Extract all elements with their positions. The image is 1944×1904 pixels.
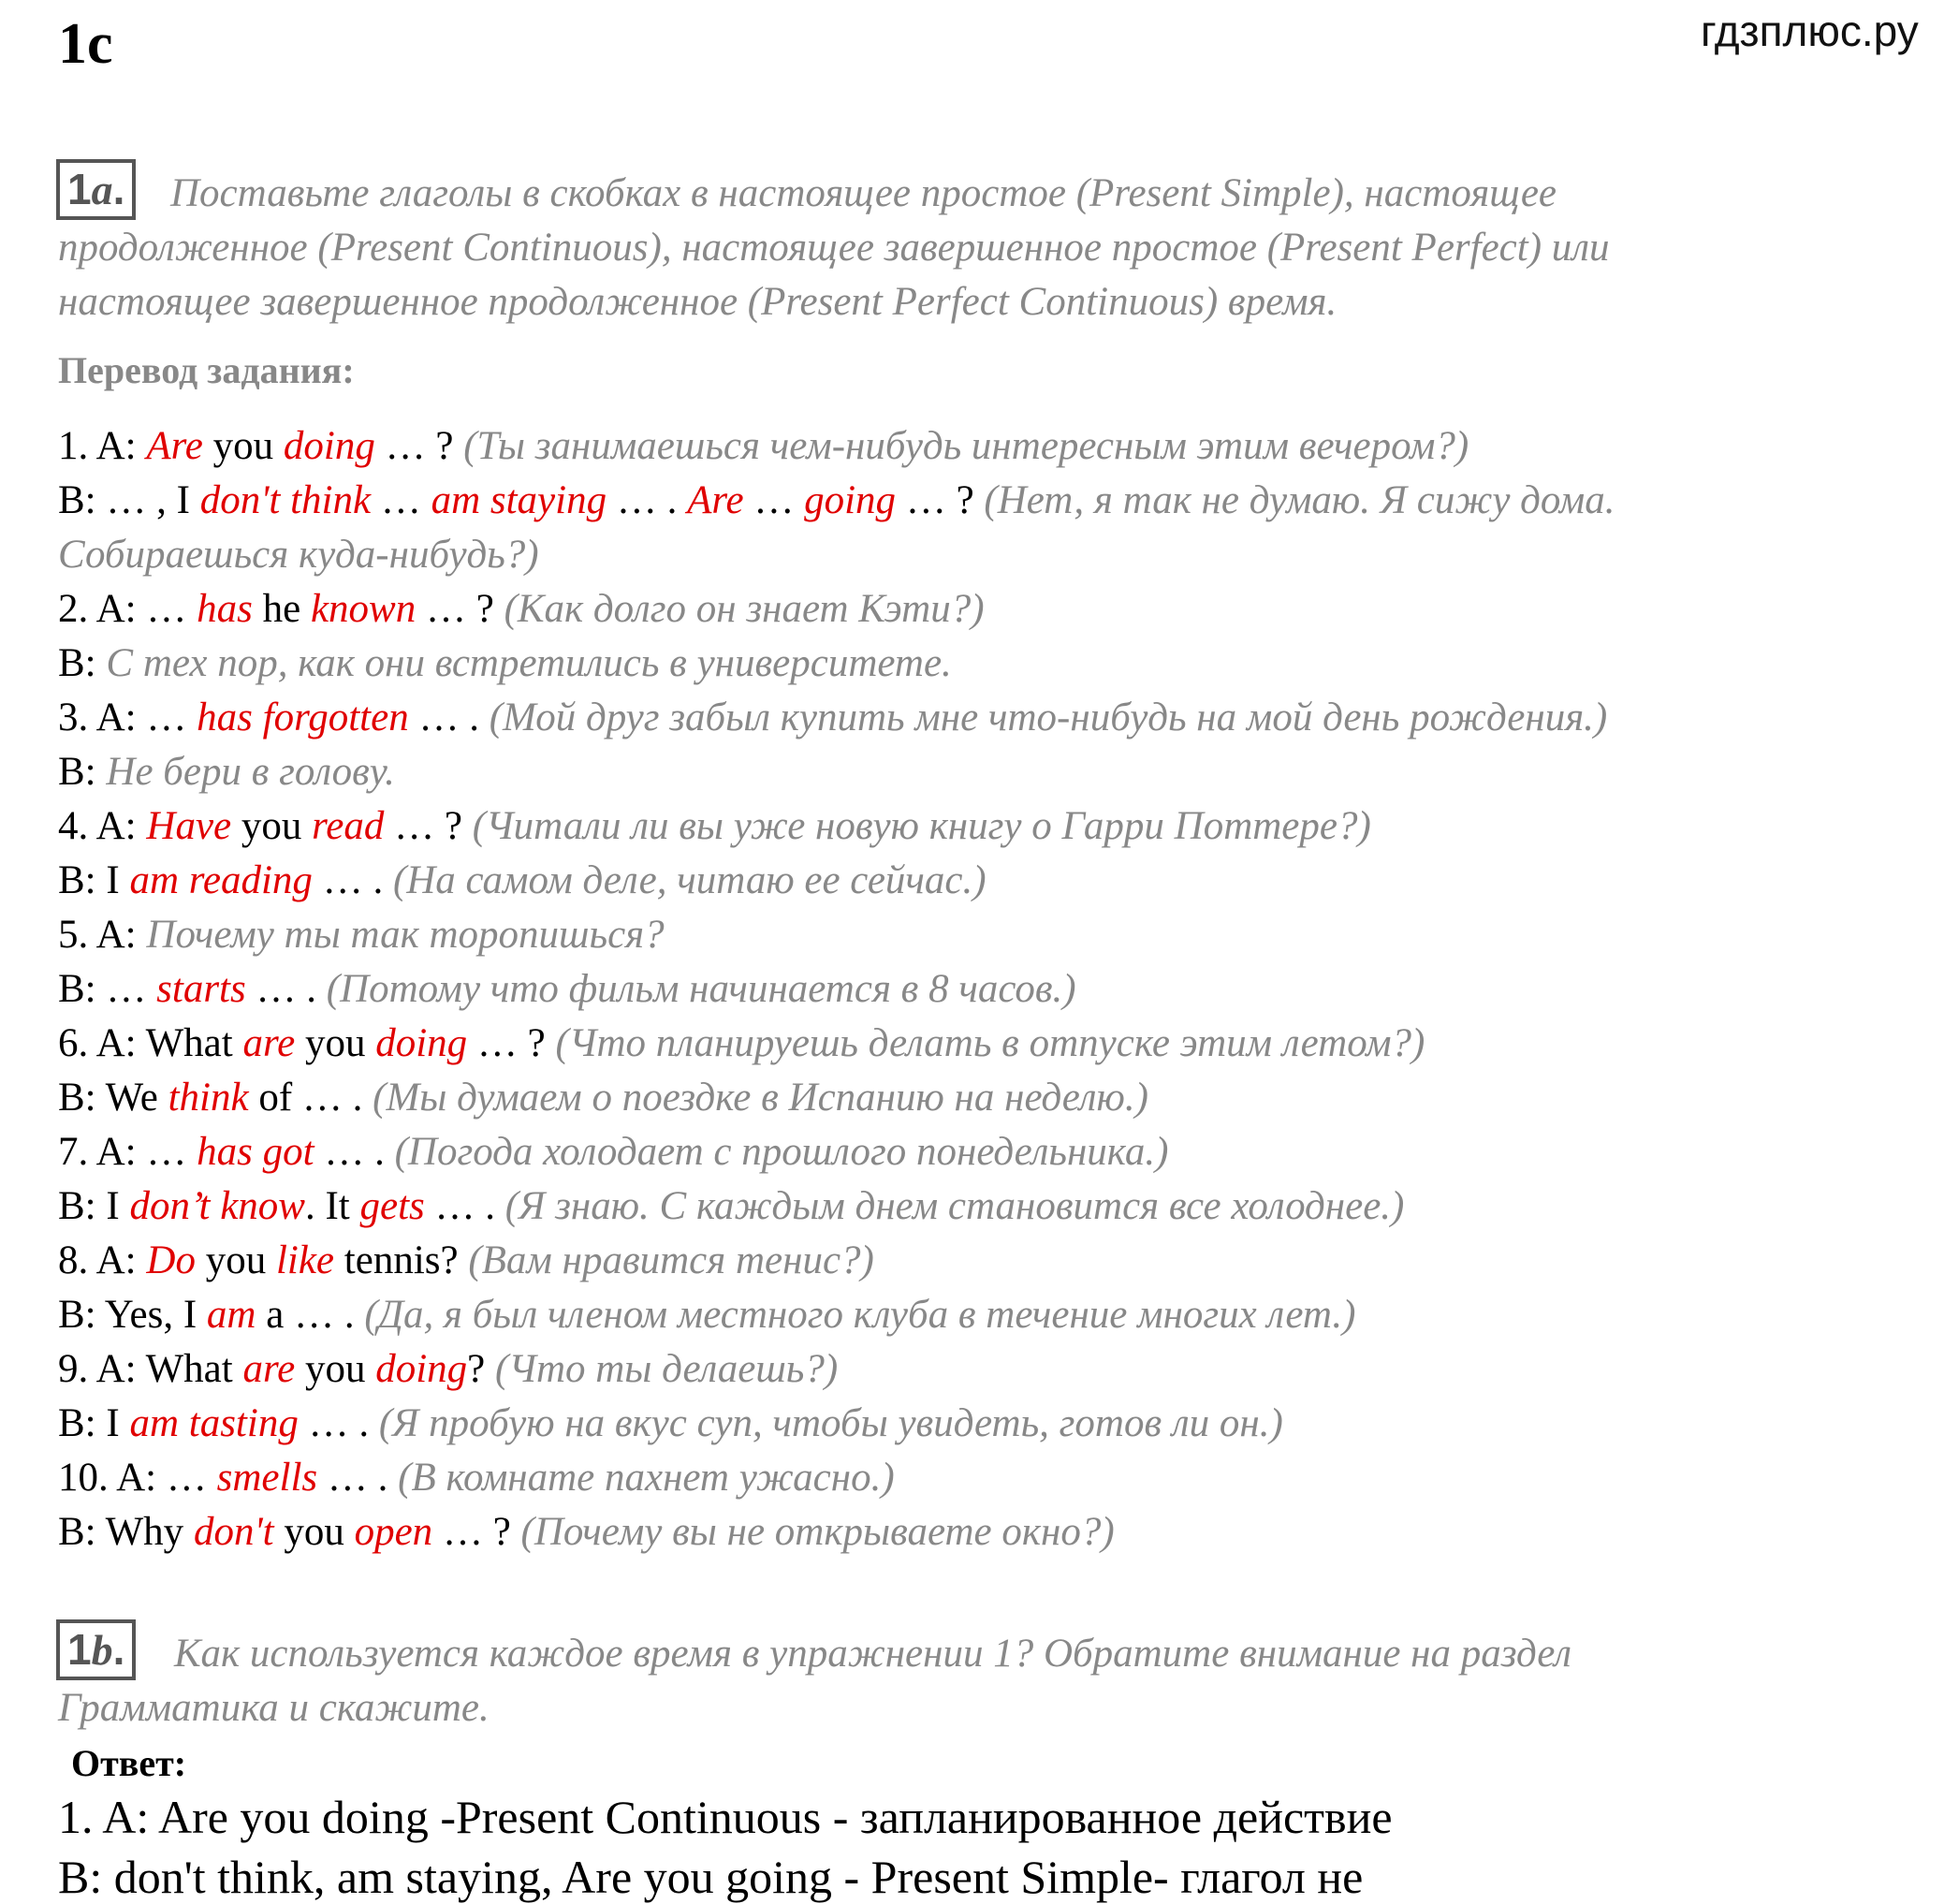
answer-verb: don't [193,1510,274,1554]
task-1a-letter: a [91,166,113,213]
answer-verb: known [310,587,417,631]
task-1a-num: 1 [67,165,92,213]
line-text: … . [312,858,393,902]
answer-verb: Have [146,804,232,848]
exercise-line [58,1451,895,1505]
exercise-line [58,1179,1404,1234]
line-text: B: I [58,858,130,902]
line-text: B: [58,641,107,685]
answer-verb: like [275,1238,335,1282]
exercise-line [58,745,395,799]
exercise-line [58,691,1607,745]
exercise-line [58,637,952,691]
translation-text: (Я пробую на вкус суп, чтобы увидеть, готов ли он.) [378,1401,1283,1445]
translation-text: Не бери в голову. [106,750,395,794]
translation-text: (Что планируешь делать в отпуске этим летом?) [555,1021,1425,1065]
site-watermark: гдзплюс.ру [1701,7,1919,55]
translation-text: (Погода холодает с прошлого понедельника.) [394,1130,1169,1174]
line-text: B: Yes, I [58,1293,207,1337]
line-text: B: [58,750,107,794]
exercise-line [58,1071,1148,1125]
exercise-line [58,962,1076,1017]
answer-verb: doing [375,1021,468,1065]
translation-text: (Почему вы не открываете окно?) [520,1510,1115,1554]
translation-text: (Потому что фильм начинается в 8 часов.) [326,967,1076,1011]
translation-text: (На самом деле, читаю ее сейчас.) [392,858,987,902]
translation-heading: Перевод задания: [58,349,355,391]
answer-verb: Are [687,478,744,522]
line-text: 10. A: … [58,1456,217,1500]
line-text: 1. A: [58,424,147,468]
translation-text: С тех пор, как они встретились в университете. [106,641,952,685]
exercise-line [58,1234,874,1288]
task-1a-label [56,159,136,220]
line-text: 3. A: … [58,696,197,740]
answer-verb: are [242,1021,296,1065]
line-text: you [202,424,284,468]
line-text: … [371,478,431,522]
line-text: … . [408,696,490,740]
line-text: 8. A: [58,1238,147,1282]
exercise-line [58,1017,1425,1071]
line-text: you [195,1238,276,1282]
line-text: you [231,804,313,848]
line-text: … . [245,967,327,1011]
exercise-line [58,908,665,962]
exercise-line [58,1505,1115,1560]
translation-text: (Да, я был членом местного клуба в течение многих лет.) [364,1293,1356,1337]
answer-verb: open [354,1510,433,1554]
line-text: … . [317,1456,399,1500]
line-text: … . [424,1184,505,1228]
exercise-line [58,474,1615,528]
line-text: you [273,1510,355,1554]
translation-text: (Мы думаем о поездке в Испанию на неделю.) [373,1076,1148,1120]
line-text: tennis? [334,1238,469,1282]
line-text: … ? [416,587,504,631]
line-text: B: Why [58,1510,194,1554]
line-text: you [295,1021,376,1065]
task-1b-instruction-line-1: Как используется каждое время в упражнении 1? Обратите внимание на раздел [174,1632,1572,1676]
translation-text: (Как долго он знает Кэти?) [504,587,985,631]
line-text: B: I [58,1184,130,1228]
answer-line-2: B: don't think, am staying, Are you going - Present Simple- глагол не [58,1851,1364,1903]
line-text: 9. A: What [58,1347,243,1391]
translation-text: (Читали ли вы уже новую книгу о Гарри Поттере?) [472,804,1371,848]
line-text: . It [304,1184,360,1228]
answer-verb: doing [283,424,375,468]
task-1b-num: 1 [67,1625,92,1674]
line-text: … ? [384,804,473,848]
answer-verb: am reading [129,858,313,902]
answer-verb: has got [197,1130,314,1174]
translation-text: (Нет, я так не думаю. Я сижу дома. [984,478,1615,522]
translation-text: (Я знаю. С каждым днем становится все холоднее.) [504,1184,1405,1228]
line-text: … . [314,1130,395,1174]
exercise-line [58,419,1469,474]
answer-verb: am staying [431,478,607,522]
line-text: B: … , I [58,478,200,522]
answer-verb: gets [359,1184,425,1228]
line-text: … ? [432,1510,521,1554]
line-text: 5. A: [58,913,147,957]
answer-line-1: 1. A: Are you doing -Present Continuous - запланированное действие [58,1791,1393,1843]
translation-text: (Вам нравится тенис?) [468,1238,874,1282]
line-text: … [743,478,805,522]
translation-text: (Ты занимаешься чем-нибудь интересным этим вечером?) [463,424,1469,468]
line-text: 7. A: … [58,1130,197,1174]
line-text: B: I [58,1401,130,1445]
line-text: 2. A: … [58,587,197,631]
exercise-line [58,582,985,637]
line-text: … ? [374,424,464,468]
line-text: 4. A: [58,804,147,848]
line-text: 6. A: What [58,1021,243,1065]
task-1a-dot: . [112,165,125,213]
task-1a-instruction-line-2: продолженное (Present Continuous), настоящее завершенное простое (Present Perfect) или [58,226,1610,270]
answer-verb: has forgotten [197,696,409,740]
exercise-line [58,528,539,582]
section-title: 1c [58,12,113,76]
translation-text: (Что ты делаешь?) [495,1347,839,1391]
answer-verb: don’t know [129,1184,305,1228]
answer-heading: Ответ: [71,1742,187,1784]
line-text: B: We [58,1076,168,1120]
answer-verb: doing [375,1347,468,1391]
answer-verb: going [804,478,897,522]
answer-verb: Are [146,424,203,468]
exercise-line [58,854,987,908]
line-text: B: … [58,967,157,1011]
answer-verb: are [242,1347,296,1391]
exercise-line [58,1125,1168,1179]
translation-text: (Мой друг забыл купить мне что-нибудь на мой день рождения.) [489,696,1608,740]
answer-verb: don't think [199,478,372,522]
answer-verb: has [197,587,253,631]
exercise-line [58,1342,838,1397]
answer-verb: Do [146,1238,196,1282]
answer-verb: read [312,804,385,848]
line-text: a … . [256,1293,365,1337]
line-text: … ? [896,478,985,522]
line-text: … . [298,1401,379,1445]
exercise-line [58,1288,1356,1342]
line-text: … . [607,478,688,522]
answer-verb: starts [156,967,246,1011]
line-text: … ? [467,1021,556,1065]
translation-text: Собираешься куда-нибудь?) [58,533,539,577]
answer-verb: am tasting [129,1401,299,1445]
line-text: ? [467,1347,495,1391]
translation-text: Почему ты так торопишься? [146,913,665,957]
task-1b-dot: . [112,1625,125,1674]
line-text: of … . [248,1076,373,1120]
answer-verb: am [206,1293,256,1337]
translation-text: (В комнате пахнет ужасно.) [398,1456,895,1500]
exercise-line [58,1397,1283,1451]
line-text: you [295,1347,376,1391]
line-text: he [252,587,311,631]
task-1a-instruction-line-1: Поставьте глаголы в скобках в настоящее простое (Present Simple), настоящее [170,171,1557,215]
task-1b-instruction-line-2: Грамматика и скажите. [58,1686,490,1730]
answer-verb: think [168,1076,249,1120]
task-1b-letter: b [91,1626,113,1674]
task-1a-instruction-line-3: настоящее завершенное продолженное (Present Perfect Continuous) время. [58,280,1337,324]
answer-verb: smells [216,1456,318,1500]
exercise-line [58,799,1371,854]
task-1b-label [56,1619,136,1680]
